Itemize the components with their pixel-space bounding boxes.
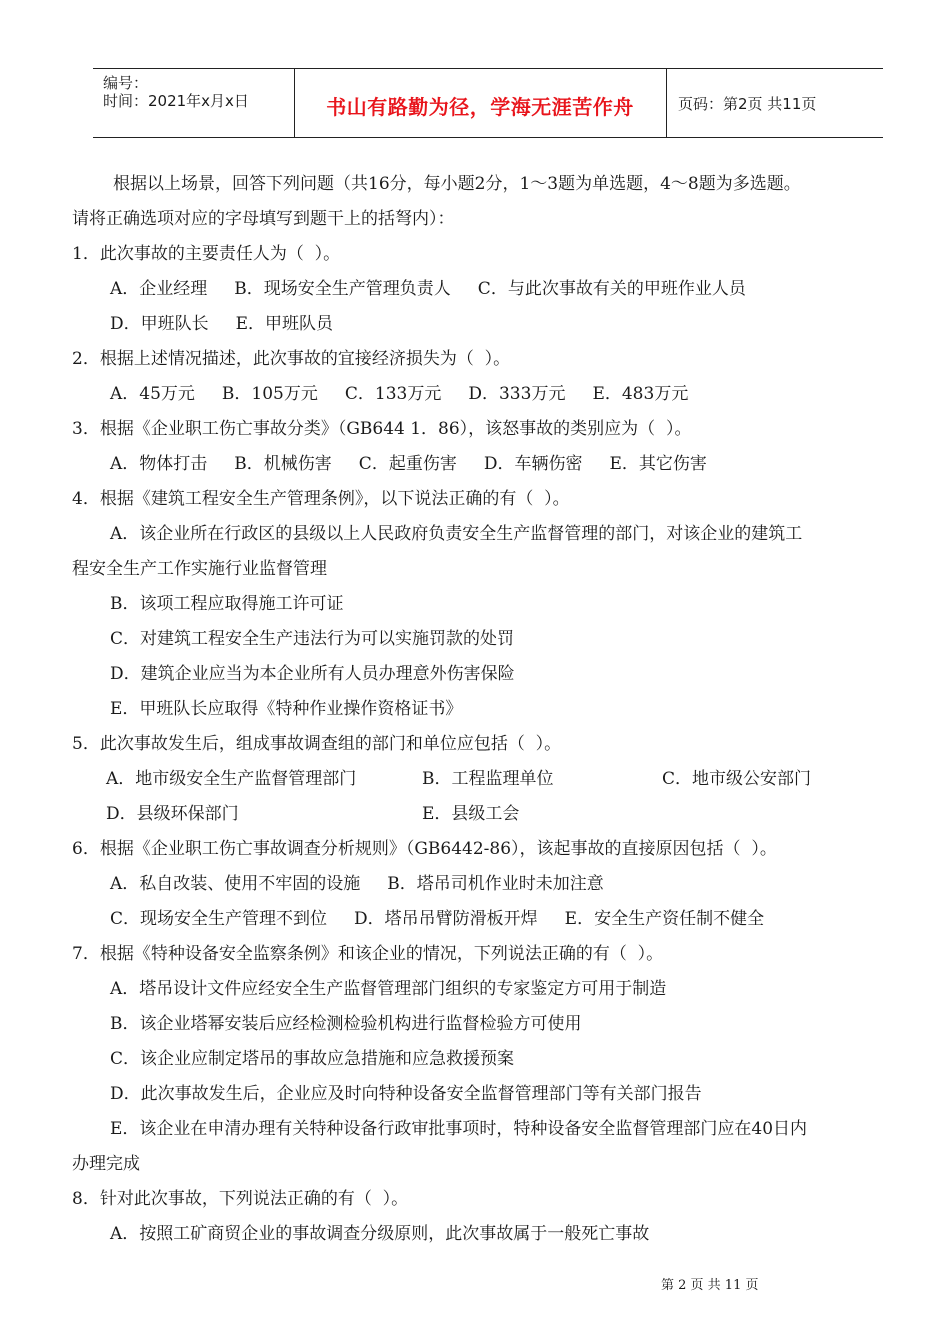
question-1-options-row-2: D．甲班队长 E．甲班队员 bbox=[110, 314, 334, 334]
question-5-option-e: E．县级工会 bbox=[422, 804, 520, 824]
question-7-option-b: B．该企业塔幂安装后应经检测检验机构进行监督检验方可使用 bbox=[110, 1014, 582, 1034]
header-middle-cell bbox=[294, 69, 667, 137]
question-4-option-c: C．对建筑工程安全生产违法行为可以实施罚款的处罚 bbox=[110, 629, 515, 649]
header-right-cell bbox=[666, 69, 883, 137]
question-7-option-d: D．此次事故发生后，企业应及时向特种设备安全监督管理部门等有关部门报告 bbox=[110, 1084, 702, 1104]
document-number-label: 编号： bbox=[103, 74, 149, 92]
question-7-option-e-line-1: E．该企业在申清办理有关特种设备行政审批事项时，特种设备安全监督管理部门应在40日内 bbox=[110, 1119, 808, 1139]
question-7: 7．根据《特种设备安全监察条例》和该企业的情况，下列说法正确的有（ ）。 bbox=[72, 944, 664, 964]
question-5-option-d: D．县级环保部门 bbox=[106, 804, 239, 824]
intro-line-2: 请将正确选项对应的字母填写到题干上的括弩内）： bbox=[72, 209, 455, 229]
question-7-option-a: A．塔吊设计文件应经安全生产监督管理部门组织的专家鉴定方可用于制造 bbox=[110, 979, 667, 999]
question-8: 8．针对此次事故，下列说法正确的有（ ）。 bbox=[72, 1189, 409, 1209]
question-2-options: A．45万元 B．105万元 C．133万元 D．333万元 E．483万元 bbox=[110, 384, 689, 404]
question-5: 5．此次事故发生后，组成事故调查组的部门和单位应包括（ ）。 bbox=[72, 734, 562, 754]
question-7-option-c: C．该企业应制定塔吊的事故应急措施和应急救援预案 bbox=[110, 1049, 515, 1069]
question-4-option-a-line-1: A．该企业所在行政区的县级以上人民政府负责安全生产监督管理的部门，对该企业的建筑工 bbox=[110, 524, 803, 544]
document-time-label: 时间：2021年x月x日 bbox=[103, 92, 249, 110]
page-footer: 第 2 页 共 11 页 bbox=[661, 1278, 759, 1293]
question-7-option-e-line-2: 办理完成 bbox=[72, 1154, 140, 1174]
question-5-option-b: B．工程监理单位 bbox=[422, 769, 554, 789]
question-6-options-row-2: C．现场安全生产管理不到位 D．塔吊吊臂防滑板开焊 E．安全生产资任制不健全 bbox=[110, 909, 765, 929]
question-5-option-c: C．地市级公安部门 bbox=[662, 769, 812, 789]
question-3: 3．根据《企业职工伤亡事故分类》（GB644 1．86），该怒事故的类别应为（ ）。 bbox=[72, 419, 692, 439]
question-6: 6．根据《企业职工伤亡事故调查分析规则》（GB6442-86），该起事故的直接原因包括（ ）。 bbox=[72, 839, 777, 859]
page-header bbox=[93, 68, 883, 138]
question-1-options-row-1: A．企业经理 B．现场安全生产管理负责人 C．与此次事故有关的甲班作业人员 bbox=[110, 279, 746, 299]
question-1: 1．此次事故的主要责任人为（ ）。 bbox=[72, 244, 341, 264]
question-8-option-a: A．按照工矿商贸企业的事故调查分级原则，此次事故属于一般死亡事故 bbox=[110, 1224, 650, 1244]
question-4-option-d: D．建筑企业应当为本企业所有人员办理意外伤害保险 bbox=[110, 664, 515, 684]
question-2: 2．根据上述情况描述，此次事故的宜接经济损失为（ ）。 bbox=[72, 349, 511, 369]
question-4-option-b: B．该项工程应取得施工许可证 bbox=[110, 594, 344, 614]
question-4: 4．根据《建筑工程安全生产管理条例》，以下说法正确的有（ ）。 bbox=[72, 489, 570, 509]
header-motto: 书山有路勤为径，学海无涯苦作舟 bbox=[326, 95, 634, 119]
header-page-info: 页码：第2页 共11页 bbox=[678, 95, 817, 113]
question-3-options: A．物体打击 B．机械伤害 C．起重伤害 D．车辆伤密 E．其它伤害 bbox=[110, 454, 707, 474]
question-4-option-a-line-2: 程安全生产工作实施行业监督管理 bbox=[72, 559, 327, 579]
intro-line-1: 根据以上场景，回答下列问题（共16分，每小题2分，1～3题为单选题，4～8题为多选题。 bbox=[113, 174, 801, 194]
header-left-cell bbox=[93, 69, 295, 137]
question-4-option-e: E．甲班队长应取得《特种作业操作资格证书》 bbox=[110, 699, 463, 719]
question-6-options-row-1: A．私自改装、使用不牢固的设施 B．塔吊司机作业时未加注意 bbox=[110, 874, 604, 894]
question-5-option-a: A．地市级安全生产监督管理部门 bbox=[106, 769, 357, 789]
